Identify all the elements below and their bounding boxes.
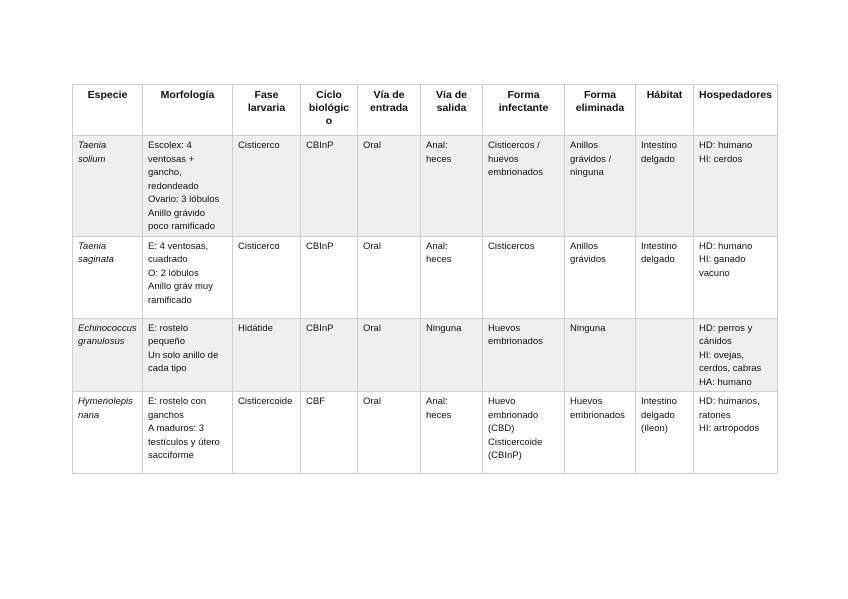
cell-text: ratones [699,409,731,421]
cell-hosts [694,136,778,237]
header-exit-route [421,85,483,136]
cell-infective-form [483,392,565,474]
cell-larval-stage [233,136,301,237]
cell-text: HI: ovejas, [699,349,744,361]
cell-text: Oral [363,396,381,407]
cell-text: (íleon) [641,423,668,434]
table-body [73,136,778,474]
cell-species [73,236,143,318]
table-header-row [73,85,778,136]
cell-text: vacuno [699,267,730,279]
cell-habitat [636,236,694,318]
cell-text: delgado [641,153,675,165]
cell-text: Oral [363,240,381,252]
cell-text: cuadrado [148,254,188,265]
cell-text: Anillo gráv muy [148,281,213,292]
cell-text: E: rostelo [148,322,189,334]
cell-text: Escolex: 4 [148,140,192,151]
header-text: Forma [507,89,540,101]
header-habitat [636,85,694,136]
header-text: salida [436,102,467,114]
header-text: larvaria [247,102,286,114]
cell-eliminated-form [565,318,636,392]
cell-morphology [143,236,233,318]
cell-text: saginata [78,254,114,265]
cell-life-cycle [301,136,358,237]
cell-text: delgado [641,254,675,265]
header-morphology [143,85,233,136]
header-hosts [694,85,778,136]
cell-text: HI: ganado [699,254,746,265]
header-text: Vía de [436,89,467,101]
cell-life-cycle [301,236,358,318]
cell-text: Hymenolepis [78,396,133,407]
header-text: Morfología [160,89,215,101]
cell-entry-route [358,392,421,474]
cell-morphology [143,318,233,392]
cell-text: ninguna [570,167,604,178]
cell-text: Anal: [426,240,448,252]
cell-text: Cisticerco [238,140,280,151]
cell-text: huevos [488,153,519,165]
cell-eliminated-form [565,136,636,237]
header-text: Forma [583,89,617,101]
cell-text: Ninguna [426,322,462,334]
cell-life-cycle [301,392,358,474]
header-text: Hábitat [646,89,683,101]
cell-text: ganchos [148,409,184,421]
cell-text: A maduros: 3 [148,423,204,434]
cell-life-cycle [301,318,358,392]
cell-text: cánidos [699,336,732,347]
cell-text: gancho, [148,167,182,178]
header-larval-stage [233,85,301,136]
cell-eliminated-form [565,236,636,318]
table-row [73,318,778,392]
cell-text: ramificado [148,294,192,306]
cell-habitat [636,318,694,392]
cell-text: delgado [641,409,675,421]
cell-text: heces [426,153,452,165]
table-row [73,136,778,237]
cell-text: Anal: [426,140,448,151]
cell-text: ventosas + [148,153,195,165]
cell-text: Anillos [570,240,598,252]
header-text: Vía de [373,89,405,101]
cell-eliminated-form [565,392,636,474]
header-text: Fase [254,89,279,101]
header-infective-form [483,85,565,136]
cell-exit-route [421,392,483,474]
cell-text: embrionado [488,409,539,421]
cell-text: cerdos, cabras [699,363,762,374]
cell-text: sacciforme [148,450,194,461]
cell-text: Intestino [641,140,677,151]
cell-text: Ninguna [570,322,606,334]
cell-text: Cisticercos [488,240,535,252]
cell-text: Intestino [641,396,677,407]
header-text: Hospedadores [699,89,772,101]
cell-larval-stage [233,236,301,318]
cell-infective-form [483,136,565,237]
cell-text: Ovario: 3 lóbulos [148,194,220,205]
table-row [73,392,778,474]
header-text: entrada [370,102,408,114]
cell-exit-route [421,136,483,237]
header-entry-route [358,85,421,136]
cell-morphology [143,136,233,237]
cell-hosts [694,392,778,474]
cell-species [73,136,143,237]
cell-text: Un solo anillo de [148,349,219,361]
cell-habitat [636,392,694,474]
cell-text: Cisticercoide [488,436,543,448]
cell-text: HD: humanos, [699,396,760,407]
cell-text: Huevos [488,322,521,334]
cell-text: grávidos [570,254,606,265]
cell-text: (CBInP) [488,450,522,461]
cell-infective-form [483,236,565,318]
cell-entry-route [358,318,421,392]
cell-text: Anillos [570,140,598,151]
cell-text: Oral [363,140,381,151]
cell-entry-route [358,236,421,318]
cell-text: heces [426,254,452,265]
cell-text: Anal: [426,396,448,407]
cell-text: nana [78,409,100,421]
table-row [73,236,778,318]
header-text: Especie [87,89,128,101]
cell-text: Cisticerco [238,240,280,252]
cell-larval-stage [233,392,301,474]
cell-text: CBInP [306,240,334,252]
cell-text: embrionados [570,409,625,421]
cell-text: solium [78,153,106,165]
cell-text: Anillo grávido [148,207,206,219]
cell-text: heces [426,409,452,421]
cell-text: CBF [306,396,325,407]
cell-text: embrionados [488,336,543,347]
cell-text: granulosus [78,336,125,347]
cell-hosts [694,236,778,318]
cell-text: HD: perros y [699,322,753,334]
cell-entry-route [358,136,421,237]
cell-text: poco ramificado [148,221,216,232]
cell-exit-route [421,236,483,318]
cell-text: HI: cerdos [699,153,743,165]
cell-species [73,318,143,392]
header-text: eliminada [575,102,625,114]
cell-text: Huevo [488,396,516,407]
cell-text: Hidátide [238,322,273,334]
header-text: biológico [308,102,350,127]
cell-text: HD: humano [699,240,753,252]
cell-text: CBInP [306,322,334,334]
cell-text: (CBD) [488,423,515,434]
cell-text: Oral [363,322,381,334]
cell-text: Taenia [78,240,107,252]
cell-text: Intestino [641,240,677,252]
cell-text: embrionados [488,167,543,178]
header-species [73,85,143,136]
cell-habitat [636,136,694,237]
cell-larval-stage [233,318,301,392]
cell-text: E: rostelo con [148,396,207,407]
cell-infective-form [483,318,565,392]
cell-species [73,392,143,474]
cell-text: grávidos / [570,153,612,165]
cell-text: E: 4 ventosas, [148,240,209,252]
cell-exit-route [421,318,483,392]
header-life-cycle [301,85,358,136]
cell-text: CBInP [306,140,334,151]
cell-morphology [143,392,233,474]
cell-text: testículos y útero [148,436,220,448]
cell-text: pequeño [148,336,185,347]
cell-text: HA: humano [699,376,752,388]
cell-text: Taenia [78,140,107,151]
cell-text: Huevos [570,396,603,407]
cell-text: Cisticercoide [238,396,293,407]
header-text: infectante [498,102,549,114]
cell-text: cada tipo [148,363,187,374]
cell-text: HD: humano [699,140,753,151]
header-eliminated-form [565,85,636,136]
cell-text: HI: artrópodos [699,423,760,434]
cell-text: O: 2 lóbulos [148,267,199,279]
cell-hosts [694,318,778,392]
cell-text: redondeado [148,180,199,192]
cell-text: Cisticercos / [488,140,540,151]
header-text: Ciclo [316,89,342,101]
cell-text: Echinococcus [78,322,137,334]
parasite-table [72,84,778,474]
